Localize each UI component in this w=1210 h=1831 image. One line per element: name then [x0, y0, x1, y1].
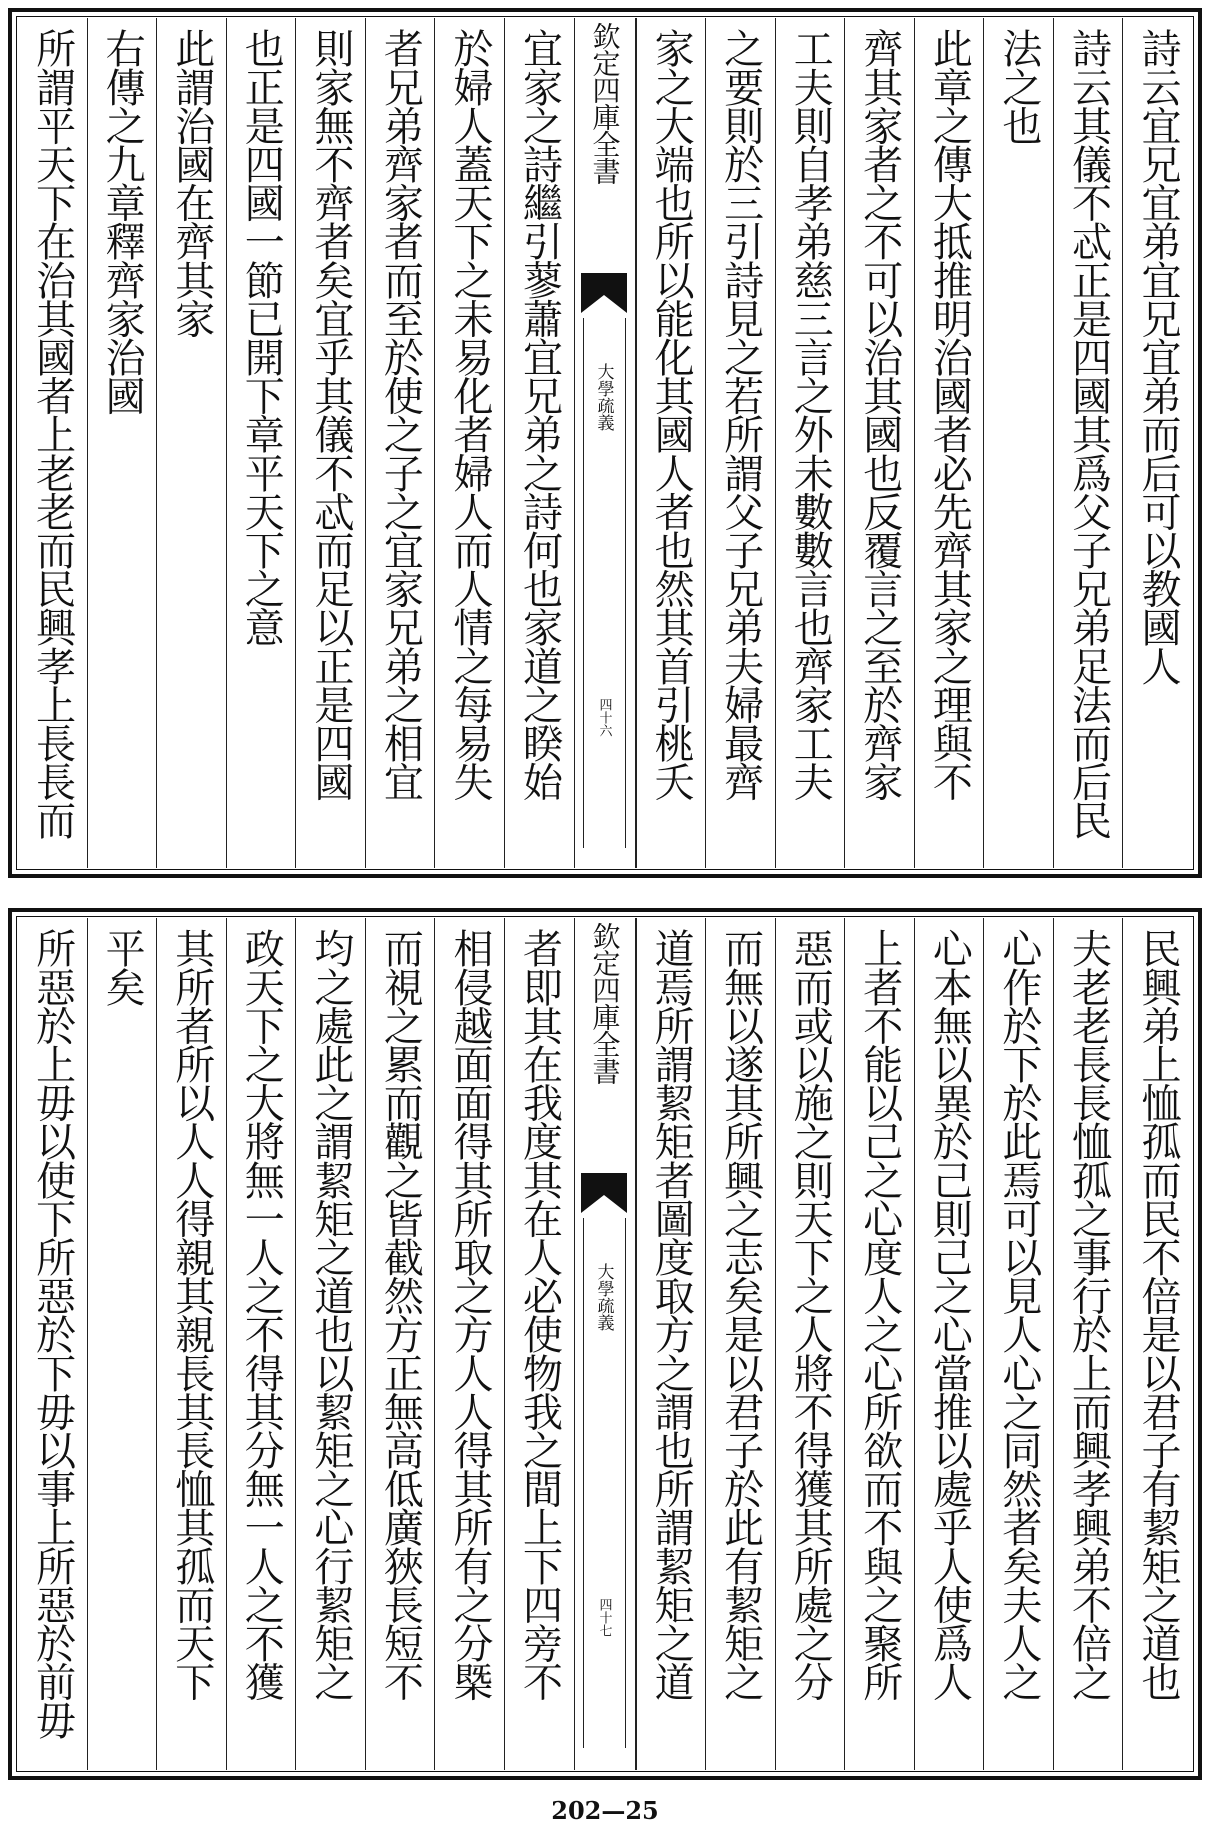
column-text: 家之大端也所以能化其國人者也然其首引桃夭 — [648, 28, 695, 801]
center-fold-book-title: 大學疏義 — [593, 363, 614, 431]
text-column — [705, 918, 775, 1770]
column-text: 此章之傳大抵推明治國者必先齊其家之理與不 — [926, 28, 973, 801]
text-column — [156, 18, 226, 868]
column-text: 其所者所以人人得親其親長其長恤其孤而天下 — [168, 928, 215, 1701]
fishtail-mark-icon — [581, 1173, 627, 1213]
fold-line — [625, 318, 626, 848]
fold-line — [583, 318, 584, 848]
text-column — [87, 918, 157, 1770]
column-text: 上者不能以己之心度人之心所欲而不與之聚所 — [856, 928, 903, 1701]
column-text: 心本無以異於己則己之心當推以處乎人使爲人 — [926, 928, 973, 1701]
top-columns — [18, 18, 1192, 868]
fold-line — [583, 1218, 584, 1748]
column-text: 道焉所謂絜矩者圖度取方之謂也所謂絜矩之道 — [648, 928, 695, 1701]
text-column — [636, 918, 706, 1770]
text-column — [914, 18, 984, 868]
column-text: 宜家之詩繼引蓼蕭宜兄弟之詩何也家道之睽始 — [516, 28, 563, 801]
text-column — [226, 918, 296, 1770]
center-fold — [574, 18, 636, 868]
fishtail-mark-icon — [581, 273, 627, 313]
column-text: 所謂平天下在治其國者上老老而民興孝上長長而 — [29, 28, 76, 839]
text-column — [705, 18, 775, 868]
column-text: 民興弟上恤孤而民不倍是以君子有絜矩之道也 — [1135, 928, 1181, 1701]
column-text: 工夫則自孝弟慈三言之外未數數言也齊家工夫 — [787, 28, 834, 801]
text-column — [1122, 18, 1192, 868]
center-fold-book-title: 大學疏義 — [593, 1263, 614, 1331]
text-column — [365, 918, 435, 1770]
center-fold-title: 欽定四庫全書 — [588, 922, 622, 1084]
text-column — [18, 918, 87, 1770]
text-column — [87, 18, 157, 868]
column-text: 則家無不齊者矣宜乎其儀不忒而足以正是四國 — [307, 28, 354, 801]
column-text: 平矣 — [99, 928, 146, 1006]
column-text: 夫老老長長恤孤之事行於上而興孝興弟不倍之 — [1065, 928, 1112, 1701]
text-column — [18, 18, 87, 868]
column-text: 而視之累而觀之皆截然方正無高低廣狹長短不 — [377, 928, 424, 1701]
column-text: 政天下之大將無一人之不得其分無一人之不獲 — [238, 928, 285, 1701]
column-text: 均之處此之謂絜矩之道也以絜矩之心行絜矩之 — [307, 928, 354, 1701]
column-text: 右傳之九章釋齊家治國 — [99, 28, 146, 415]
column-text: 而無以遂其所興之志矣是以君子於此有絜矩之 — [717, 928, 764, 1701]
text-column — [504, 18, 574, 868]
bottom-columns — [18, 918, 1192, 1770]
text-column — [1053, 18, 1123, 868]
text-column — [636, 18, 706, 868]
center-fold — [574, 918, 636, 1770]
column-text: 所惡於上毋以使下所惡於下毋以事上所惡於前毋 — [29, 928, 76, 1739]
column-text: 相侵越面面得其所取之方人人得其所有之分槩 — [446, 928, 493, 1701]
column-text: 此謂治國在齊其家 — [168, 28, 215, 337]
text-column — [983, 918, 1053, 1770]
text-column — [434, 18, 504, 868]
column-text: 法之也 — [995, 28, 1042, 144]
column-text: 之要則於三引詩見之若所謂父子兄弟夫婦最齊 — [717, 28, 764, 801]
text-column — [365, 18, 435, 868]
text-column — [1053, 918, 1123, 1770]
column-text: 者兄弟齊家者而至於使之子之宜家兄弟之相宜 — [377, 28, 424, 801]
text-column — [1122, 918, 1192, 1770]
column-text: 者即其在我度其在人必使物我之間上下四旁不 — [516, 928, 563, 1701]
center-fold-page-number: 四十七 — [596, 1598, 612, 1637]
column-text: 於婦人蓋天下之未易化者婦人而人情之每易失 — [446, 28, 493, 801]
scan-page-number: 202—25 — [551, 1796, 659, 1825]
center-fold-title: 欽定四庫全書 — [588, 22, 622, 184]
text-column — [775, 18, 845, 868]
column-text: 也正是四國一節已開下章平天下之意 — [238, 28, 285, 646]
column-text: 惡而或以施之則天下之人將不得獲其所處之分 — [787, 928, 834, 1701]
text-column — [914, 918, 984, 1770]
text-column — [226, 18, 296, 868]
text-column — [434, 918, 504, 1770]
column-text: 心作於下於此焉可以見人心之同然者矣夫人之 — [995, 928, 1042, 1701]
text-column — [295, 18, 365, 868]
text-column — [844, 918, 914, 1770]
text-column — [156, 918, 226, 1770]
column-text: 詩云宜兄宜弟宜兄宜弟而后可以教國人 — [1135, 28, 1181, 685]
fold-line — [625, 1218, 626, 1748]
bottom-page-frame — [8, 908, 1202, 1780]
column-text: 齊其家者之不可以治其國也反覆言之至於齊家 — [856, 28, 903, 801]
column-text: 詩云其儀不忒正是四國其爲父子兄弟足法而后民 — [1065, 28, 1112, 839]
top-page-frame — [8, 8, 1202, 878]
text-column — [983, 18, 1053, 868]
center-fold-page-number: 四十六 — [596, 698, 612, 737]
text-column — [504, 918, 574, 1770]
text-column — [844, 18, 914, 868]
text-column — [295, 918, 365, 1770]
text-column — [775, 918, 845, 1770]
